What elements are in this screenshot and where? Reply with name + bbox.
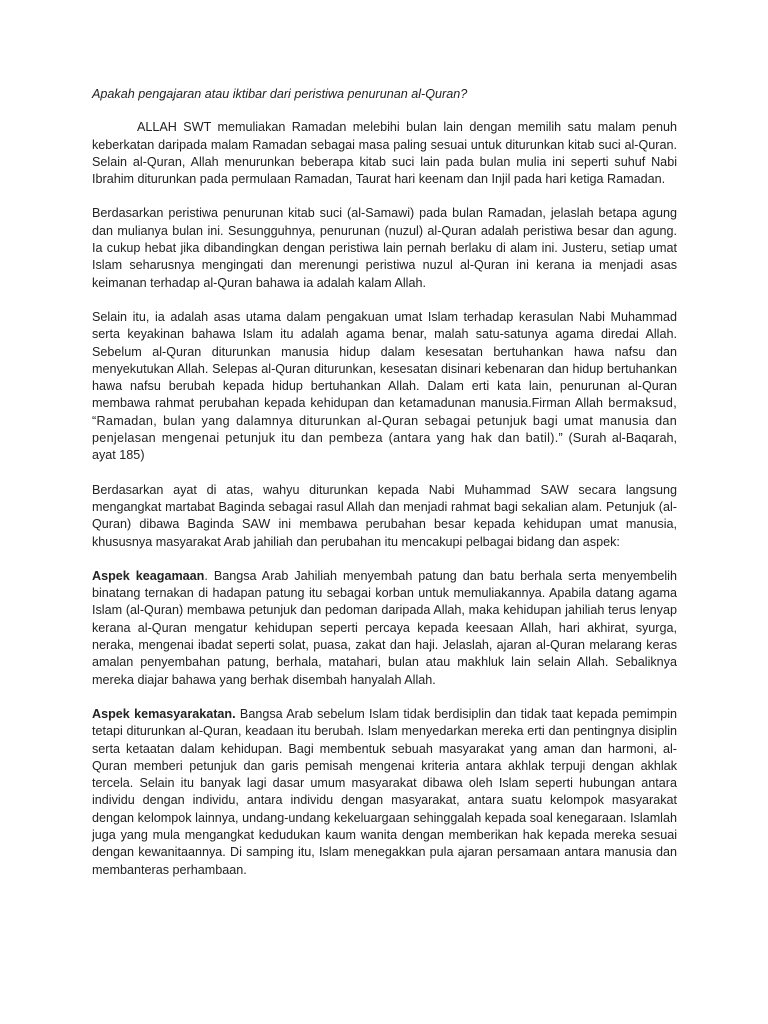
paragraph-ayat: Berdasarkan ayat di atas, wahyu diturunkan kepada Nabi Muhammad SAW secara langsung mengangkat martabat Baginda sebagai rasul Allah dan menjadi rahmat bagi sekalian alam. Petunjuk (al-Quran) dibawa Baginda SAW ini membawa perubahan besar kepada kehidupan umat manusia, khususnya masyarakat Arab jahiliah dan perubahan itu mencakupi pelbagai bidang dan aspek: — [92, 482, 677, 549]
paragraph-kerasulan-text: Selain itu, ia adalah asas utama dalam pengakuan umat Islam terhadap kerasulan Nabi Muhammad serta keyakinan bahawa Islam itu adalah agama benar, malah satu-satunya agama diredai Allah. Sebelum al-Quran diturunkan manusia hidup dalam kesesatan bertuhankan hawa nafsu dan menyekutukan Allah. Selepas al-Quran diturunkan, kesesatan disinari kebenaran dan hidup bertuhankan hawa nafsu berubah kepada hidup bertuhankan Allah. Dalam erti kata lain, penurunan al-Quran membawa rahmat perubahan kepada kehidupan dan ketamadunan manusia.Firman Allah — [92, 309, 677, 411]
surah-reference: (Surah al-Baqarah, ayat 185) — [92, 431, 677, 463]
aspek-keagamaan-heading: Aspek keagamaan — [92, 568, 205, 583]
document-page — [92, 86, 677, 896]
aspek-kemasyarakatan-text: Bangsa Arab sebelum Islam tidak berdisiplin dan tidak taat kepada pemimpin tetapi diturunkan al-Quran, keadaan itu berubah. Islam menyedarkan mereka erti dan pentingnya disiplin serta ketaatan dalam kehidupan. Bagi membentuk sebuah masyarakat yang aman dan harmoni, al-Quran memberi petunjuk dan garis pemisah mengenai kriteria antara akhlak terpuji dengan akhlak tercela. Selain itu banyak lagi dasar umum masyarakat dibawa oleh Islam seperti hubungan antara individu dengan individu, antara individu dengan masyarakat, antara suatu kelompok masyarakat dengan kelompok lainnya, undang-undang kekeluargaan sehinggalah kepada soal kenegaraan. Islamlah juga yang mula mengangkat kedudukan kaum wanita dengan memberikan hak kepada mereka sesuai dengan kewanitaannya. Di samping itu, Islam menegakkan pula ajaran persamaan antara manusia dan membanteras perhambaan. — [92, 706, 677, 877]
document-title: Apakah pengajaran atau iktibar dari peristiwa penurunan al-Quran? — [92, 87, 468, 101]
paragraph-aspek-kemasyarakatan — [92, 706, 677, 879]
quran-quote: bermaksud, “Ramadan, bulan yang dalamnya diturunkan al-Quran sebagai petunjuk bagi umat manusia dan penjelasan mengenai petunjuk itu dan pembeza (antara yang hak dan batil).” — [92, 396, 677, 446]
paragraph-intro: ALLAH SWT memuliakan Ramadan melebihi bulan lain dengan memilih satu malam penuh keberkatan daripada malam Ramadan sebagai masa paling sesuai untuk diturunkan kitab suci al-Quran. Selain al-Quran, Allah menurunkan beberapa kitab suci lain pada bulan mulia ini seperti suhuf Nabi Ibrahim diturunkan pada permulaan Ramadan, Taurat hari keenam dan Injil pada hari ketiga Ramadan. — [92, 120, 677, 187]
paragraph-kerasulan — [92, 309, 677, 465]
aspek-keagamaan-text: . Bangsa Arab Jahiliah menyembah patung dan batu berhala serta menyembelih binatang ternakan di hadapan patung itu sebagai korban untuk memuliakannya. Apabila datang agama Islam (al-Quran) membawa petunjuk dan pedoman daripada Allah, maka kehidupan jahiliah terus lenyap kerana al-Quran mengatur kehidupan seperti percaya kepada keesaan Allah, hari akhirat, syurga, neraka, mengenai ibadat seperti solat, puasa, zakat dan haji. Jelaslah, ajaran al-Quran melarang keras amalan penyembahan patung, berhala, matahari, bulan atau makhluk lain selain Allah. Sebaliknya mereka diajar bahawa yang berhak disembah hanyalah Allah. — [92, 568, 677, 687]
paragraph-samawi: Berdasarkan peristiwa penurunan kitab suci (al-Samawi) pada bulan Ramadan, jelaslah betapa agung dan mulianya bulan ini. Sesungguhnya, penurunan (nuzul) al-Quran adalah peristiwa besar dan agung. Ia cukup hebat jika dibandingkan dengan peristiwa lain pernah berlaku di alam ini. Justeru, setiap umat Islam seharusnya mengingati dan merenungi peristiwa nuzul al-Quran ini kerana ia menjadi asas keimanan terhadap al-Quran bahawa ia adalah kalam Allah. — [92, 206, 677, 290]
paragraph-aspek-keagamaan — [92, 568, 677, 689]
aspek-kemasyarakatan-heading: Aspek kemasyarakatan. — [92, 706, 236, 721]
